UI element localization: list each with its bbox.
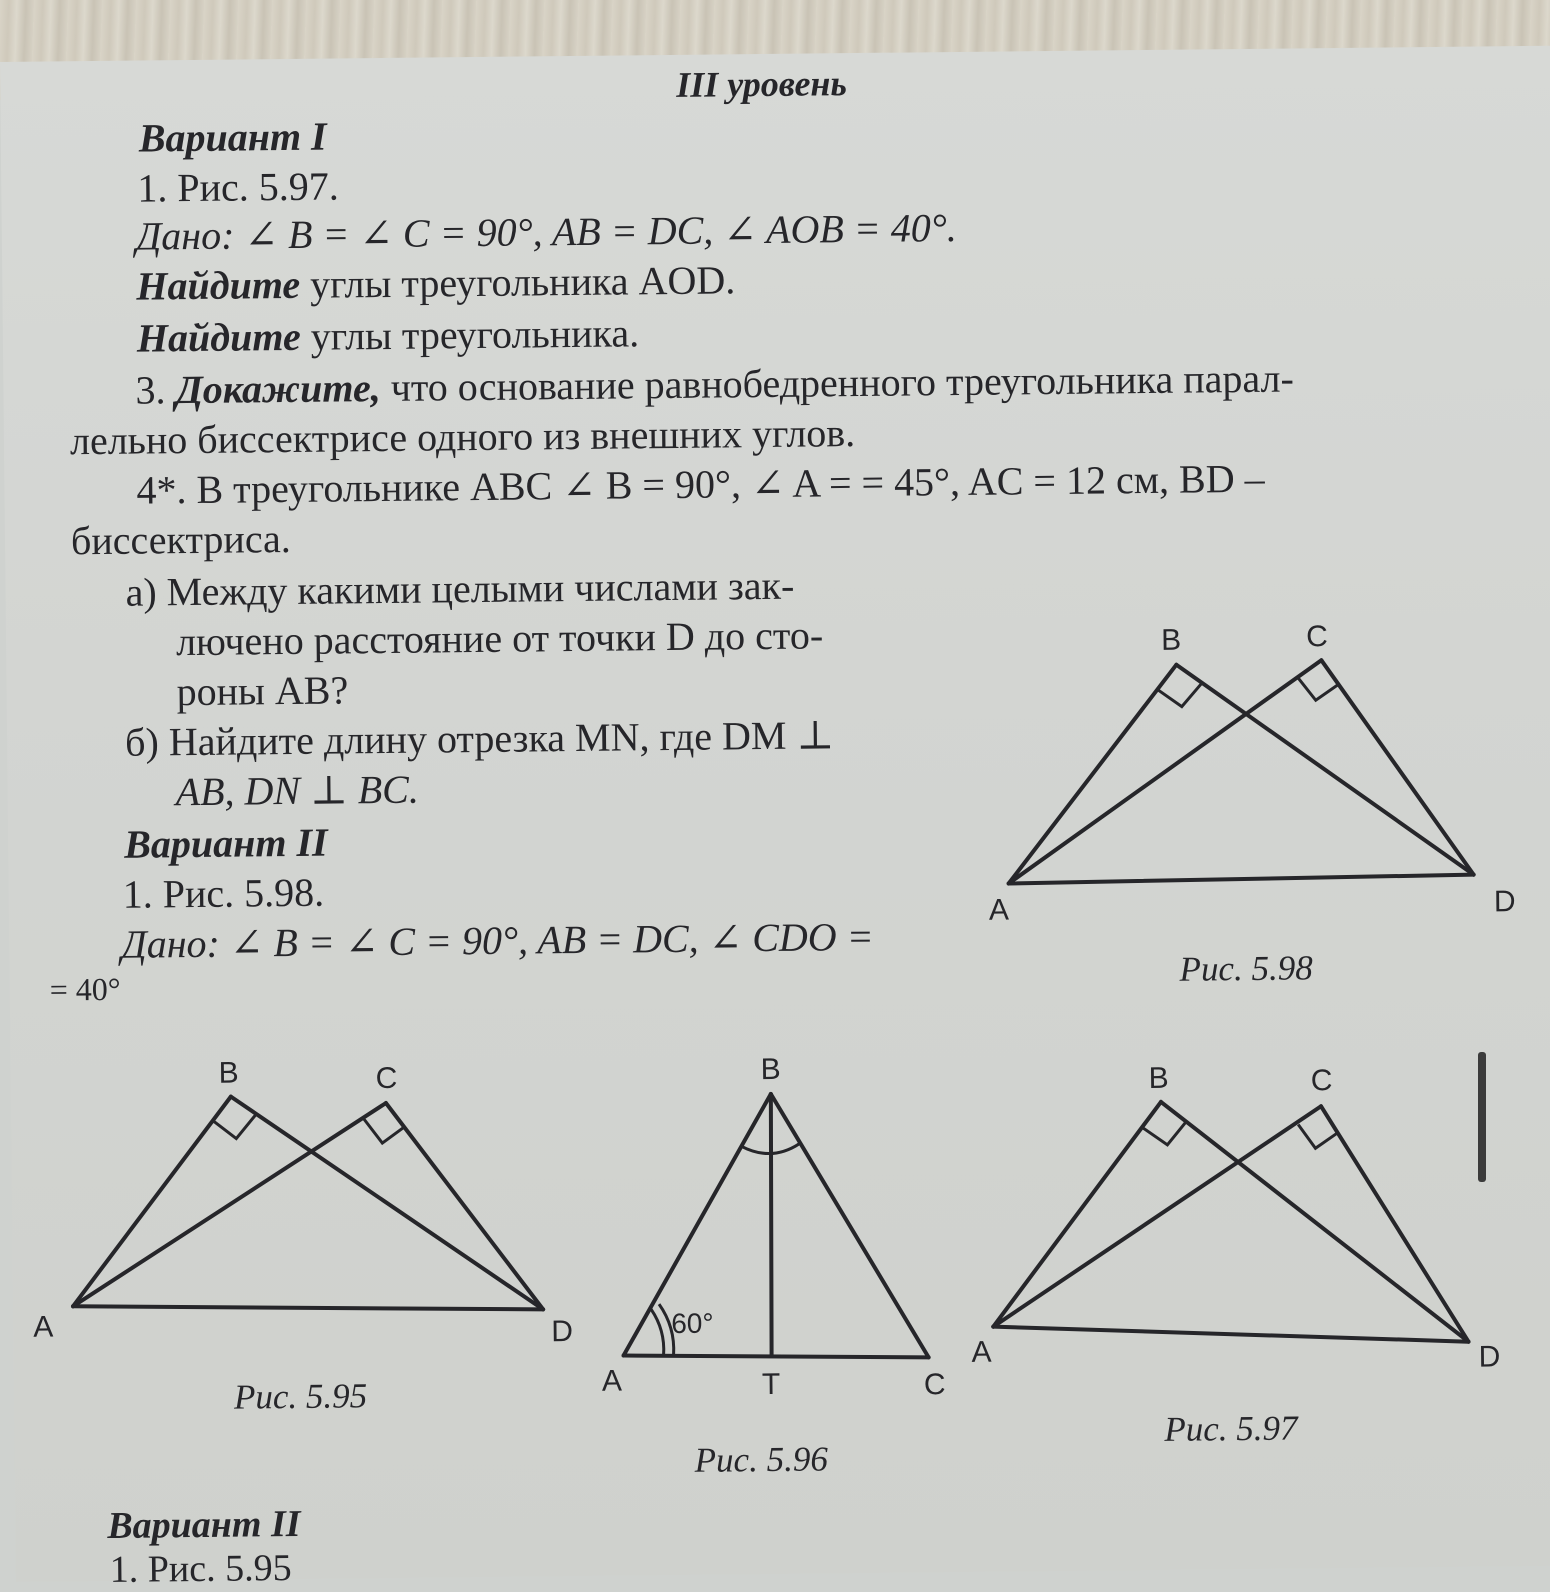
binder-clip [1478, 1052, 1486, 1182]
fig597-label-d: D [1478, 1340, 1501, 1374]
given-word: Дано: [135, 212, 235, 259]
find2-word: Найдите [136, 313, 301, 361]
fig595-caption: Рис. 5.95 [233, 1376, 368, 1417]
task4-line1: 4*. В треугольнике ABC ∠ B = 90°, ∠ A = = 45°, AC = 12 см, BD – [136, 455, 1265, 513]
variant1-given [135, 204, 958, 259]
task3-word: Докажите, [175, 365, 381, 413]
fig596-label-t: T [761, 1367, 781, 1402]
variant2-task1-ref: 1. Рис. 5.98. [122, 869, 325, 917]
find-text: углы треугольника AOD. [309, 257, 736, 307]
variant2-heading: Вариант II [123, 819, 328, 867]
given-text: ∠ B = ∠ C = 90°, AB = DC, ∠ AOB = 40°. [244, 204, 958, 258]
variant1-find2 [136, 310, 640, 361]
task4a-line3: роны AB? [176, 667, 349, 715]
fig598-label-d: D [1493, 885, 1516, 919]
variant1-task1-ref: 1. Рис. 5.97. [137, 163, 339, 211]
task3-num: 3. [135, 367, 166, 413]
figure-5-95 [30, 1041, 594, 1387]
fig597-label-a: A [971, 1335, 992, 1369]
fig596-caption: Рис. 5.96 [694, 1439, 829, 1480]
fig595-label-a: A [33, 1310, 54, 1344]
fig595-label-c: C [375, 1061, 398, 1096]
textbook-page [0, 46, 1550, 1591]
find2-text: углы треугольника. [310, 310, 640, 359]
level-title: III уровень [676, 63, 848, 105]
task4-line2: биссектриса. [70, 515, 292, 564]
fig597-caption: Рис. 5.97 [1164, 1408, 1298, 1449]
fig595-label-b: B [218, 1056, 239, 1090]
fig597-label-c: C [1310, 1064, 1333, 1098]
fig596-label-a: A [601, 1364, 623, 1398]
bottom-variant-heading: Вариант II [107, 1502, 301, 1547]
task4a-line1: а) Между какими целыми числами зак- [125, 562, 795, 615]
variant2-given [121, 913, 874, 967]
task3-line2: лельно биссектрисе одного из внешних углов. [69, 410, 856, 464]
fig596-label-b: B [760, 1052, 781, 1087]
task4a-line2: лючено расстояние от точки D до сто- [175, 612, 824, 665]
fig598-label-c: C [1305, 620, 1328, 654]
variant2-given-cont: = 40° [49, 970, 121, 1008]
figure-5-96 [590, 1052, 974, 1416]
fig595-label-d: D [551, 1315, 574, 1349]
task4b-line2: AB, DN ⊥ BC. [175, 766, 420, 815]
fig596-angle-label: 60° [671, 1307, 714, 1340]
figure-5-97 [970, 1046, 1534, 1412]
fig598-label-a: A [988, 893, 1010, 927]
fig598-caption: Рис. 5.98 [1179, 948, 1313, 989]
v2-given-word: Дано: [121, 920, 221, 967]
v2-given-text: ∠ B = ∠ C = 90°, AB = DC, ∠ CDO = [229, 913, 874, 966]
find-word: Найдите [136, 261, 301, 309]
task3-line1 [135, 355, 1294, 413]
bottom-task1-ref: 1. Рис. 5.95 [109, 1547, 292, 1591]
task3-text: что основание равнобедренного треугольника парал- [390, 355, 1294, 410]
task4b-line1: б) Найдите длину отрезка MN, где DM ⊥ [124, 712, 835, 765]
variant1-find [136, 257, 736, 309]
fig598-label-b: B [1160, 623, 1182, 657]
fig596-label-c: C [923, 1368, 946, 1402]
fig597-label-b: B [1148, 1061, 1169, 1096]
variant1-heading: Вариант I [138, 113, 327, 161]
